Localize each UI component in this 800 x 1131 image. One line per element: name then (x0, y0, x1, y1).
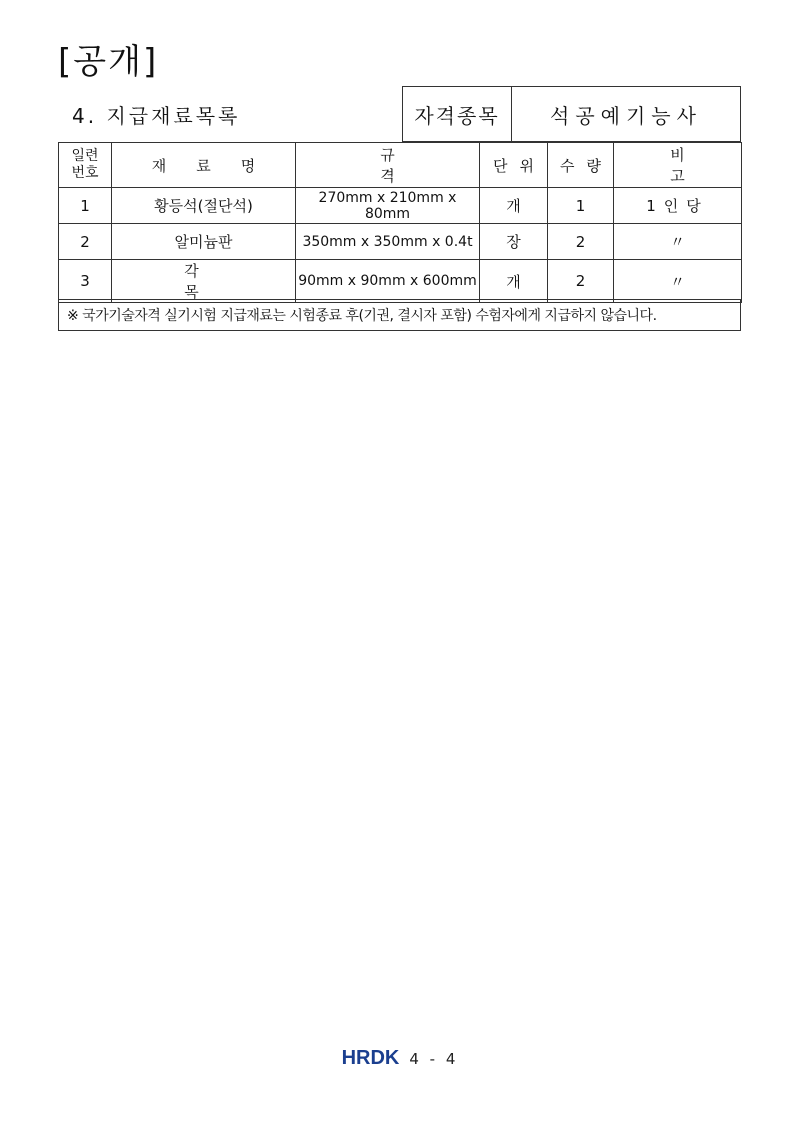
public-badge: [공개] (58, 42, 159, 82)
table-row (59, 260, 742, 303)
header-remark: 비고 (614, 143, 742, 188)
row-unit: 개 (480, 188, 548, 224)
distribution-note: ※ 국가기술자격 실기시험 지급재료는 시험종료 후(기권, 결시자 포함) 수험자에게 지급하지 않습니다. (58, 299, 741, 331)
row-unit: 개 (480, 260, 548, 303)
materials-table (58, 142, 742, 303)
title-row (58, 86, 741, 142)
table-header-row (59, 143, 742, 188)
page-footer (0, 1047, 800, 1070)
row-name: 황등석(절단석) (112, 188, 296, 224)
row-spec: 270mm x 210mm x 80mm (296, 188, 480, 224)
row-name: 각목 (112, 260, 296, 303)
header-spec: 규격 (296, 143, 480, 188)
header-serial-line1: 일련 (71, 148, 99, 164)
header-unit: 단위 (480, 143, 548, 188)
row-remark: 1인당 (614, 188, 742, 224)
row-remark: 〃 (614, 260, 742, 303)
page-number: 4 - 4 (409, 1049, 459, 1068)
row-unit: 장 (480, 224, 548, 260)
row-no: 1 (59, 188, 112, 224)
row-spec: 90mm x 90mm x 600mm (296, 260, 480, 303)
header-serial (59, 143, 112, 188)
row-qty: 1 (548, 188, 614, 224)
row-qty: 2 (548, 224, 614, 260)
row-no: 3 (59, 260, 112, 303)
category-label: 자격종목 (402, 86, 512, 142)
row-qty: 2 (548, 260, 614, 303)
header-material-name: 재료명 (112, 143, 296, 188)
table-row (59, 224, 742, 260)
row-no: 2 (59, 224, 112, 260)
hrdk-logo: HRDK (341, 1047, 400, 1069)
row-spec: 350mm x 350mm x 0.4t (296, 224, 480, 260)
row-remark: 〃 (614, 224, 742, 260)
row-name: 알미늄판 (112, 224, 296, 260)
header-qty: 수량 (548, 143, 614, 188)
category-value: 석공예기능사 (512, 86, 741, 142)
section-title: 4. 지급재료목록 (72, 103, 241, 128)
header-serial-line2: 번호 (71, 165, 99, 181)
table-row (59, 188, 742, 224)
